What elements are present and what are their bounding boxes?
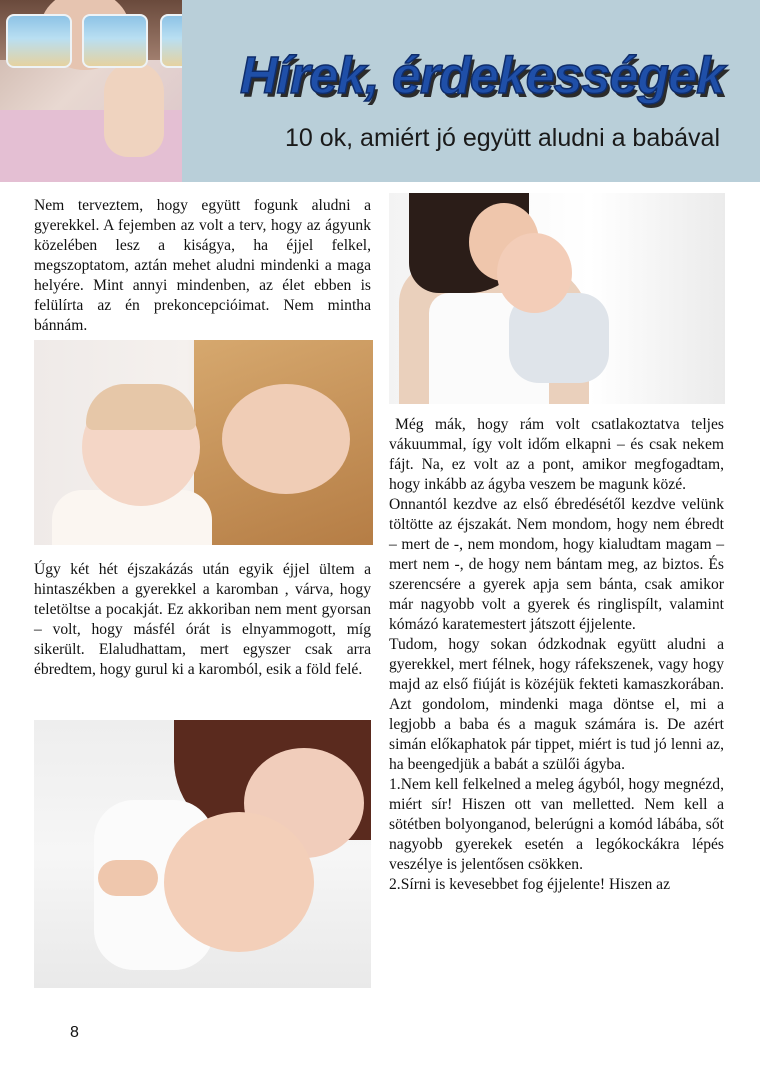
- section-title: Hírek, érdekességek: [239, 47, 724, 105]
- header-banner: [0, 0, 760, 182]
- paragraph-text: Tudom, hogy sokan ódzkodnak együtt aludni a gyerekkel, mert félnek, hogy ráfekszenek, vagy hogy majd az első fiúját is közéjük fekteti kamaszkorában. Azt gondolom, mindenki maga döntse el, mi a legjobb a baba és a maguk számára is. De azért simán előkaphatok pár tippet, miért is tud jó lenni az, ha beengedjük a babát a szülői ágyba.: [389, 636, 724, 773]
- paragraph-text: Még mák, hogy rám volt csatlakoztatva teljes vákuummal, így volt időm elkapni – és csak nekem fájt. Na, ez volt az a pont, amikor megfogadtam, hogy inkább az ágyba veszem be magunk közé.: [389, 416, 724, 493]
- paragraph-text: Onnantól kezdve az első ébredésétől kezdve velünk töltötte az éjszakát. Nem mondom, hogy nem ébredt – mert de -, nem mondom, hogy kialudtam magam – mert nem -, de hogy nem bántam meg, az biztos. És szerencsére a gyerek apja sem bánta, csak amikor már nagyobb volt a gyerek és ringlispílt, valamint kómázó karatemestert játszott éjjelente.: [389, 496, 724, 633]
- header-thumbnail: [82, 14, 148, 68]
- article-right-column: [389, 415, 724, 895]
- header-photo: [0, 0, 182, 182]
- photo-mother-cuddling-baby: [34, 720, 371, 988]
- paragraph-text: Nem terveztem, hogy együtt fogunk aludni a gyerekkel. A fejemben az volt a terv, hogy az ágyunk közelében lesz a kiságya, ha éjjel felkel, megszoptatom, aztán mehet aludni mindenki a maga helyére. Mint annyi mindenben, az élet ebben is felülírta az én prekoncepcióimat. Nem mintha bánnám.: [34, 197, 371, 334]
- page-number: 8: [70, 1024, 79, 1041]
- paragraph-text: Úgy két hét éjszakázás után egyik éjjel ültem a hintaszékben a gyerekkel a karomban , várva, hogy teletöltse a pocakját. Ez akkoriban nem ment gyorsan – volt, hogy másfél órát is elnyammogott, míg sikerült. Elaludhattam, mert egyszer csak arra ébredtem, hogy gurul ki a karomból, esik a föld felé.: [34, 561, 371, 678]
- header-thumbnail: [160, 14, 182, 68]
- header-thumbnail: [6, 14, 72, 68]
- photo-mother-and-baby-sleeping: [34, 340, 373, 545]
- paragraph-text: 2.Sírni is kevesebbet fog éjjelente! Hiszen az: [389, 876, 671, 893]
- article-paragraph: [34, 560, 371, 680]
- paragraph-text: 1.Nem kell felkelned a meleg ágyból, hogy megnézd, miért sír! Hiszen ott van melletted. Nem kell a sötétben bolyonganod, belerúgni a komód lábába, sőt nagyobb gyerekek esetén a legókockákra lépés veszélye is jelentősen csökken.: [389, 776, 724, 873]
- article-title: 10 ok, amiért jó együtt aludni a babával: [285, 124, 720, 152]
- article-paragraph: [34, 196, 371, 336]
- photo-mother-holding-baby: [389, 193, 725, 404]
